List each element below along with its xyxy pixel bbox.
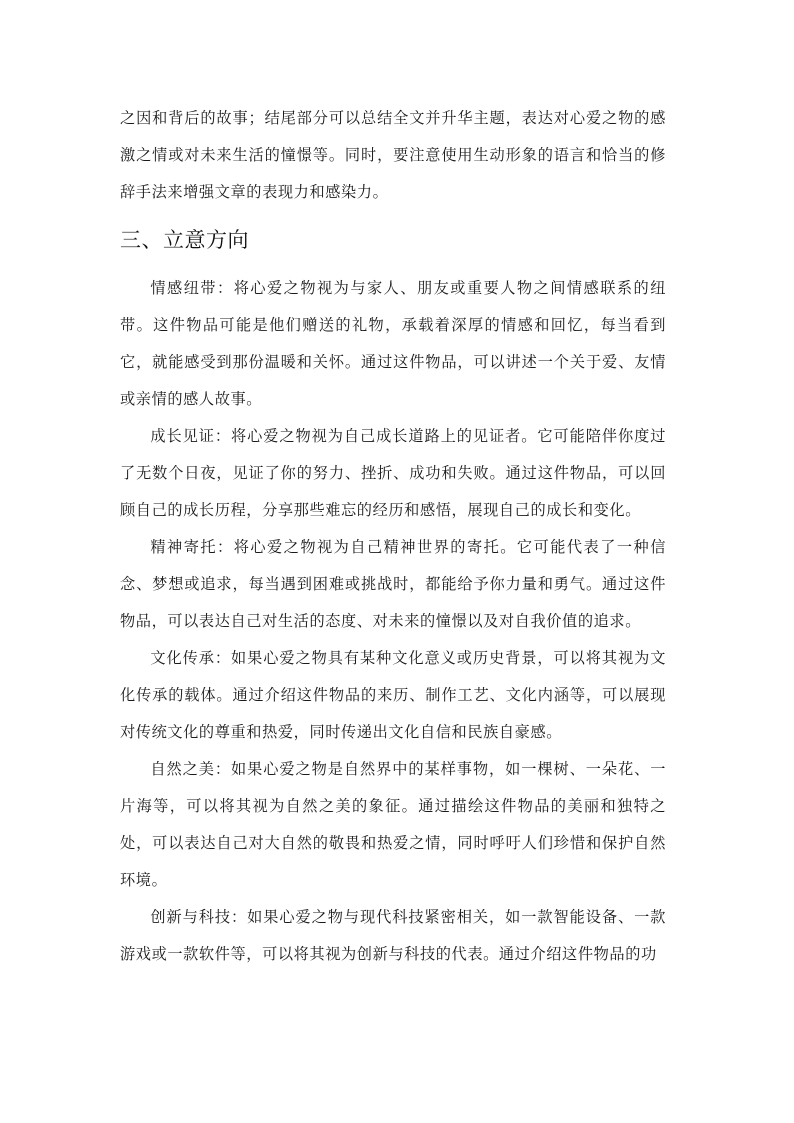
paragraph-innovation-technology: 创新与科技：如果心爱之物与现代科技紧密相关，如一款智能设备、一款游戏或一款软件等，可以将其视为创新与科技的代表。通过介绍这件物品的功: [120, 908, 666, 963]
paragraph-cultural-heritage: 文化传承：如果心爱之物具有某种文化意义或历史背景，可以将其视为文化传承的载体。通过介绍这件物品的来历、制作工艺、文化内涵等，可以展现对传统文化的尊重和热爱，同时传递出文化自信和民族自豪感。: [120, 649, 666, 741]
document-body: [120, 100, 666, 973]
intro-paragraph: 之因和背后的故事；结尾部分可以总结全文并升华主题，表达对心爱之物的感激之情或对未来生活的憧憬等。同时，要注意使用生动形象的语言和恰当的修辞手法来增强文章的表现力和感染力。: [120, 109, 666, 201]
paragraph-natural-beauty: 自然之美：如果心爱之物是自然界中的某样事物，如一棵树、一朵花、一片海等，可以将其视为自然之美的象征。通过描绘这件物品的美丽和独特之处，可以表达自己对大自然的敬畏和热爱之情，同时呼吁人们珍惜和保护自然环境。: [120, 760, 666, 889]
paragraph-growth-witness: 成长见证：将心爱之物视为自己成长道路上的见证者。它可能陪伴你度过了无数个日夜，见证了你的努力、挫折、成功和失败。通过这件物品，可以回顾自己的成长历程，分享那些难忘的经历和感悟，展现自己的成长和变化。: [120, 427, 666, 519]
paragraph-spiritual-sustenance: 精神寄托：将心爱之物视为自己精神世界的寄托。它可能代表了一种信念、梦想或追求，每当遇到困难或挑战时，都能给予你力量和勇气。通过这件物品，可以表达自己对生活的态度、对未来的憧憬以及对自我价值的追求。: [120, 538, 666, 630]
paragraph-emotional-bond: 情感纽带：将心爱之物视为与家人、朋友或重要人物之间情感联系的纽带。这件物品可能是他们赠送的礼物，承载着深厚的情感和回忆，每当看到它，就能感受到那份温暖和关怀。通过这件物品，可以讲述一个关于爱、友情或亲情的感人故事。: [120, 279, 666, 408]
section-heading: 三、立意方向: [120, 228, 249, 252]
